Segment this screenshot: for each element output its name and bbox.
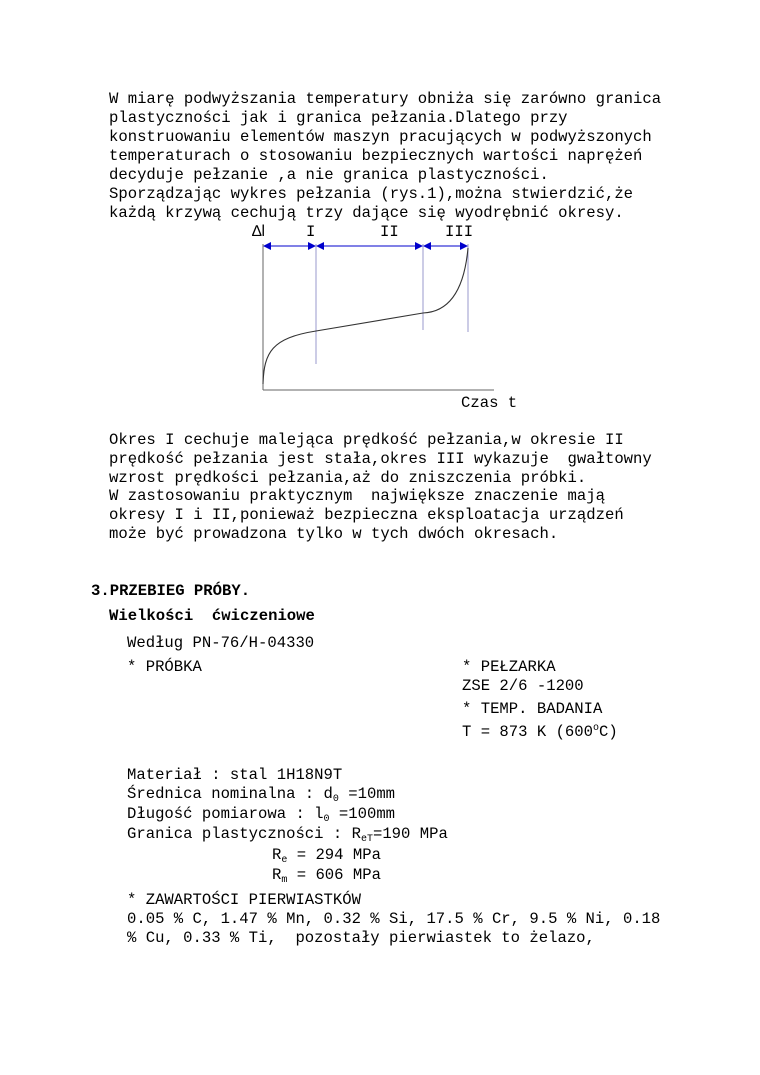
rm-value (272, 866, 381, 885)
machine-model: ZSE 2/6 -1200 (462, 677, 584, 695)
section-title: 3.PRZEBIEG PRÓBY. (91, 582, 251, 600)
intro-line: decyduje pełzanie ,a nie granica plastyczności. (109, 166, 549, 184)
paragraph-line: Okres I cechuje malejąca prędkość pełzania,w okresie II (109, 431, 624, 449)
xlabel-time: Czas t (461, 394, 518, 412)
paragraph-line: okresy I i II,ponieważ bezpieczna eksploatacja urządzeń (109, 506, 624, 524)
intro-line: plastyczności jak i granica pełzania.Dlatego przy (109, 109, 568, 127)
re-subscript: e (281, 855, 288, 866)
elements-line: % Cu, 0.33 % Ti, pozostały pierwiastek to żelazo, (127, 929, 595, 947)
re-label: R (272, 846, 282, 864)
temp-value (462, 723, 618, 742)
creep-curve (263, 248, 468, 384)
yield-subscript: eT (360, 834, 373, 845)
length-value: =100mm (329, 805, 396, 823)
diameter-label: Średnica nominalna : d (127, 785, 333, 803)
intro-line: konstruowaniu elementów maszyn pracujących w podwyższonych (109, 128, 652, 146)
period-label-II: II (380, 223, 399, 241)
paragraph-line: wzrost prędkości pełzania,aż do zniszczenia próbki. (109, 469, 587, 487)
length-label: Długość pomiarowa : l (127, 805, 324, 823)
elements-label: * ZAWARTOŚCI PIERWIASTKÓW (127, 891, 361, 909)
diameter-subscript: 0 (332, 794, 339, 805)
yield-value: =190 MPa (372, 825, 448, 843)
rm-label: R (272, 866, 282, 884)
diameter-value: =10mm (338, 785, 396, 803)
sample-label: * PRÓBKA (127, 658, 202, 676)
period-label-III: III (445, 223, 474, 241)
material: Materiał : stal 1H18N9T (127, 766, 343, 784)
intro-line: Sporządzając wykres pełzania (rys.1),można stwierdzić,że (109, 185, 634, 203)
temp-value-number: T = 873 K (600 (462, 723, 594, 741)
temp-label: * TEMP. BADANIA (462, 700, 603, 718)
paragraph-line: prędkość pełzania jest stała,okres III wykazuje gwałtowny (109, 450, 652, 468)
paragraph-line: może być prowadzona tylko w tych dwóch okresach. (109, 525, 559, 543)
rm-subscript: m (281, 875, 288, 886)
length-subscript: 0 (323, 814, 330, 825)
paragraph-line: W zastosowaniu praktycznym największe znaczenie mają (109, 487, 605, 505)
diameter (127, 785, 395, 804)
ylabel-delta-l: ∆l (252, 223, 266, 240)
re-number: = 294 MPa (287, 846, 381, 864)
creep-diagram (248, 222, 518, 427)
yield-label: Granica plastyczności : R (127, 825, 361, 843)
intro-line: każdą krzywą cechują trzy dające się wyodrębnić okresy. (109, 204, 624, 222)
yield-strength (127, 825, 448, 844)
degree-sign: o (593, 723, 600, 734)
machine-label: * PEŁZARKA (462, 658, 556, 676)
intro-line: temperaturach o stosowaniu bezpiecznych wartości naprężeń (109, 147, 643, 165)
temp-value-unit: C) (599, 723, 618, 741)
subsection-title: Wielkości ćwiczeniowe (109, 607, 315, 625)
period-label-I: I (306, 223, 316, 241)
rm-number: = 606 MPa (287, 866, 381, 884)
re-value (272, 846, 381, 865)
creep-curve-svg (248, 222, 508, 422)
norm-reference: Według PN-76/H-04330 (127, 634, 315, 652)
elements-line: 0.05 % C, 1.47 % Mn, 0.32 % Si, 17.5 % Cr, 9.5 % Ni, 0.18 (127, 910, 661, 928)
gauge-length (127, 805, 395, 824)
intro-line: W miarę podwyższania temperatury obniża się zarówno granica (109, 90, 662, 108)
